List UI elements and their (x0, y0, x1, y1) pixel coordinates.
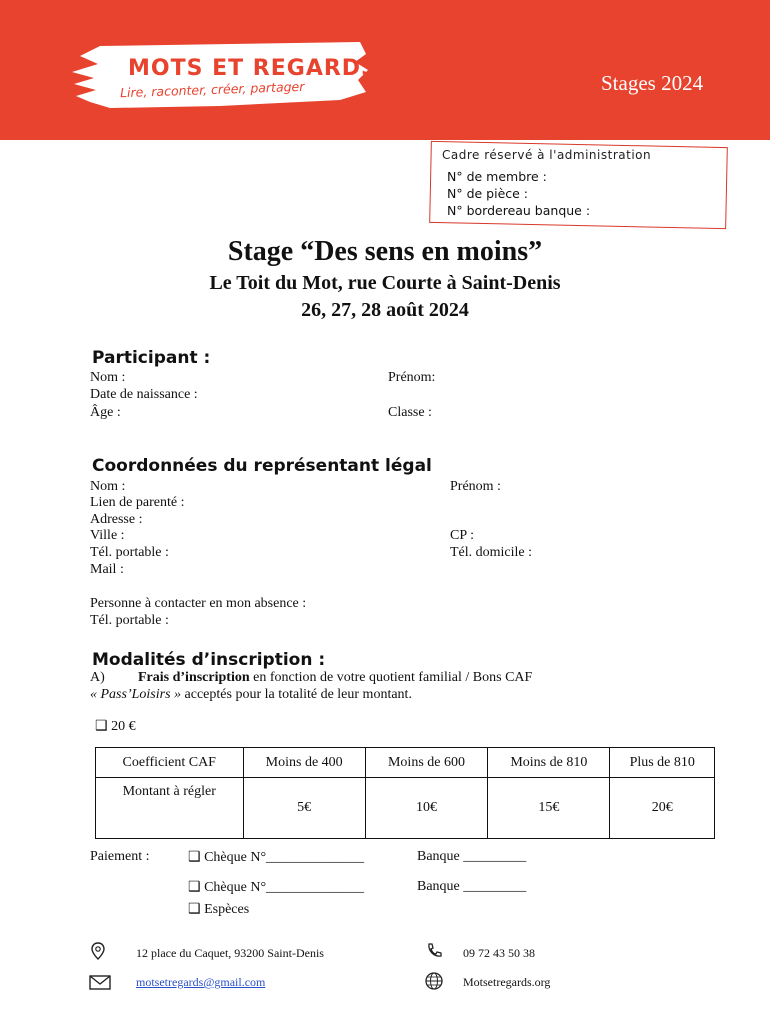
checkbox-icon[interactable]: ❑ (188, 880, 201, 895)
participant-classe: Classe : (388, 405, 432, 420)
banque-1: Banque _________ (417, 849, 527, 864)
logo-title: MOTS ET REGARDS (128, 56, 378, 81)
table-header: Moins de 400 (243, 748, 365, 778)
representant-tel-portable: Tél. portable : (90, 545, 169, 560)
footer-address: 12 place du Caquet, 93200 Saint-Denis (136, 946, 324, 960)
participant-age: Âge : (90, 405, 121, 420)
tarif-table (95, 747, 715, 839)
cheque-2-label: Chèque N°______________ (204, 880, 365, 895)
pass-italic: « Pass’Loisirs » (90, 687, 182, 702)
stages-year: Stages 2024 (601, 71, 704, 95)
page-title: Stage “Des sens en moins” (227, 236, 543, 267)
paiement-label: Paiement : (90, 849, 150, 864)
participant-nom: Nom : (90, 370, 126, 385)
cheque-2[interactable] (188, 879, 364, 896)
pass-rest: acceptés pour la totalité de leur montant. (181, 687, 412, 702)
representant-tel-domicile: Tél. domicile : (450, 545, 533, 560)
admin-bordereau: N° bordereau banque : (447, 203, 591, 218)
banque-2: Banque _________ (417, 879, 527, 894)
table-header: Plus de 810 (610, 748, 715, 778)
footer-phone: 09 72 43 50 38 (463, 946, 535, 960)
representant-heading: Coordonnées du représentant légal (92, 456, 432, 476)
representant-cp: CP : (450, 528, 474, 543)
representant-nom: Nom : (90, 479, 126, 494)
table-cell: 20€ (610, 778, 715, 839)
stage-place: Le Toit du Mot, rue Courte à Saint-Denis (209, 272, 561, 294)
checkbox-icon[interactable]: ❑ (188, 902, 201, 917)
especes-label: Espèces (204, 902, 250, 917)
absence-contact: Personne à contacter en mon absence : (90, 596, 307, 611)
participant-naissance: Date de naissance : (90, 387, 198, 402)
absence-tel: Tél. portable : (90, 613, 169, 628)
table-header: Coefficient CAF (96, 748, 244, 778)
representant-adresse: Adresse : (90, 512, 143, 527)
representant-lien: Lien de parenté : (90, 495, 185, 510)
modalites-heading: Modalités d’inscription : (92, 650, 326, 670)
admin-membre: N° de membre : (447, 169, 547, 184)
pass-text (90, 687, 412, 703)
mail-icon (88, 972, 112, 992)
table-header: Moins de 810 (488, 748, 610, 778)
checkbox-20-label: 20 € (111, 719, 136, 734)
checkbox-icon[interactable]: ❑ (95, 719, 108, 734)
participant-prenom: Prénom: (388, 370, 436, 385)
frais-bold: Frais d’inscription (138, 670, 250, 685)
logo-subtitle: Lire, raconter, créer, partager (119, 78, 305, 101)
representant-mail: Mail : (90, 562, 124, 577)
frais-text (138, 670, 532, 686)
table-header: Moins de 600 (365, 748, 487, 778)
checkbox-20[interactable] (95, 718, 136, 735)
table-cell: 5€ (243, 778, 365, 839)
admin-piece: N° de pièce : (447, 186, 529, 201)
representant-ville: Ville : (90, 528, 125, 543)
location-icon (88, 941, 108, 961)
representant-prenom: Prénom : (450, 479, 501, 494)
phone-icon (424, 941, 444, 961)
especes[interactable] (188, 901, 249, 918)
checkbox-icon[interactable]: ❑ (188, 850, 201, 865)
table-cell: 15€ (488, 778, 610, 839)
table-cell: Montant à régler (96, 778, 244, 839)
frais-rest: en fonction de votre quotient familial / Bons CAF (249, 670, 533, 685)
globe-icon (424, 971, 444, 991)
cheque-1-label: Chèque N°______________ (204, 850, 365, 865)
stage-dates: 26, 27, 28 août 2024 (301, 299, 469, 321)
frais-label: A) (90, 670, 105, 685)
table-cell: 10€ (365, 778, 487, 839)
cheque-1[interactable] (188, 849, 364, 866)
footer-website[interactable]: Motsetregards.org (463, 975, 551, 989)
participant-heading: Participant : (92, 348, 211, 368)
footer-email-link[interactable]: motsetregards@gmail.com (136, 975, 266, 989)
admin-title: Cadre réservé à l'administration (442, 148, 652, 162)
